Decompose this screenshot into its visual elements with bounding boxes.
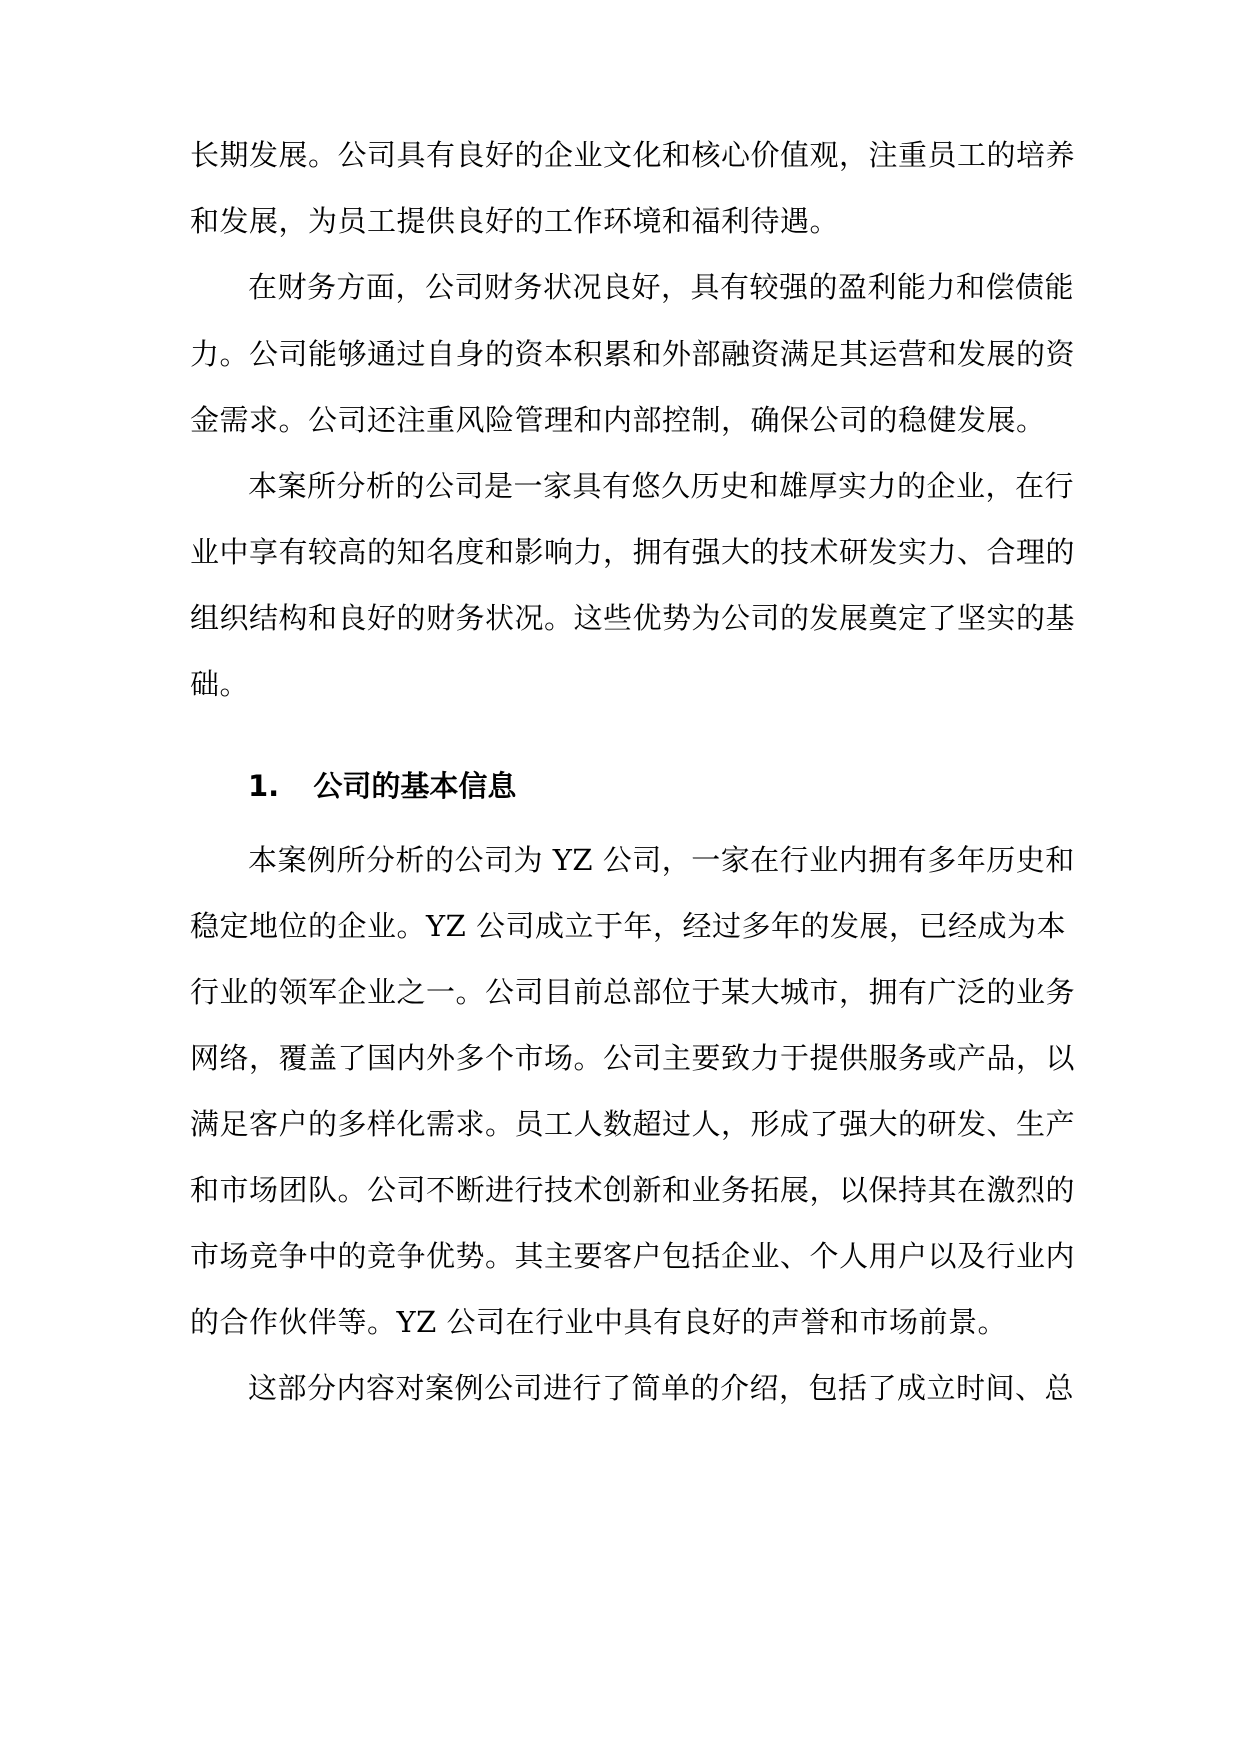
section-heading: [248, 766, 516, 806]
section-number: 1.: [248, 769, 280, 803]
paragraph-4-line-5: 满足客户的多样化需求。员工人数超过人，形成了强大的研发、生产: [190, 1107, 1076, 1141]
paragraph-2-line-3: 金需求。公司还注重风险管理和内部控制，确保公司的稳健发展。: [190, 403, 1046, 437]
section-title: 公司的基本信息: [313, 769, 517, 803]
paragraph-4-line-7: 市场竞争中的竞争优势。其主要客户包括企业、个人用户以及行业内: [190, 1239, 1076, 1273]
paragraph-4-line-8: 的合作伙伴等。YZ 公司在行业中具有良好的声誉和市场前景。: [190, 1305, 1008, 1339]
paragraph-4-line-2: 稳定地位的企业。YZ 公司成立于年，经过多年的发展，已经成为本: [190, 909, 1067, 943]
paragraph-1-line-2: 和发展，为员工提供良好的工作环境和福利待遇。: [190, 204, 840, 238]
paragraph-3-line-3: 组织结构和良好的财务状况。这些优势为公司的发展奠定了坚实的基: [190, 601, 1076, 635]
paragraph-4-line-1: 本案例所分析的公司为 YZ 公司，一家在行业内拥有多年历史和: [248, 843, 1075, 877]
paragraph-3-line-1: 本案所分析的公司是一家具有悠久历史和雄厚实力的企业，在行: [248, 469, 1075, 503]
paragraph-4-line-4: 网络，覆盖了国内外多个市场。公司主要致力于提供服务或产品，以: [190, 1041, 1076, 1075]
paragraph-3-line-2: 业中享有较高的知名度和影响力，拥有强大的技术研发实力、合理的: [190, 535, 1076, 569]
paragraph-3-line-4: 础。: [190, 667, 250, 701]
paragraph-4-line-3: 行业的领军企业之一。公司目前总部位于某大城市，拥有广泛的业务: [190, 975, 1076, 1009]
paragraph-2-line-2: 力。公司能够通过自身的资本积累和外部融资满足其运营和发展的资: [190, 337, 1076, 371]
paragraph-2-line-1: 在财务方面，公司财务状况良好，具有较强的盈利能力和偿债能: [248, 270, 1075, 304]
paragraph-4-line-6: 和市场团队。公司不断进行技术创新和业务拓展，以保持其在激烈的: [190, 1173, 1076, 1207]
paragraph-5-line-1: 这部分内容对案例公司进行了简单的介绍，包括了成立时间、总: [248, 1371, 1075, 1405]
paragraph-1-line-1: 长期发展。公司具有良好的企业文化和核心价值观，注重员工的培养: [190, 138, 1076, 172]
